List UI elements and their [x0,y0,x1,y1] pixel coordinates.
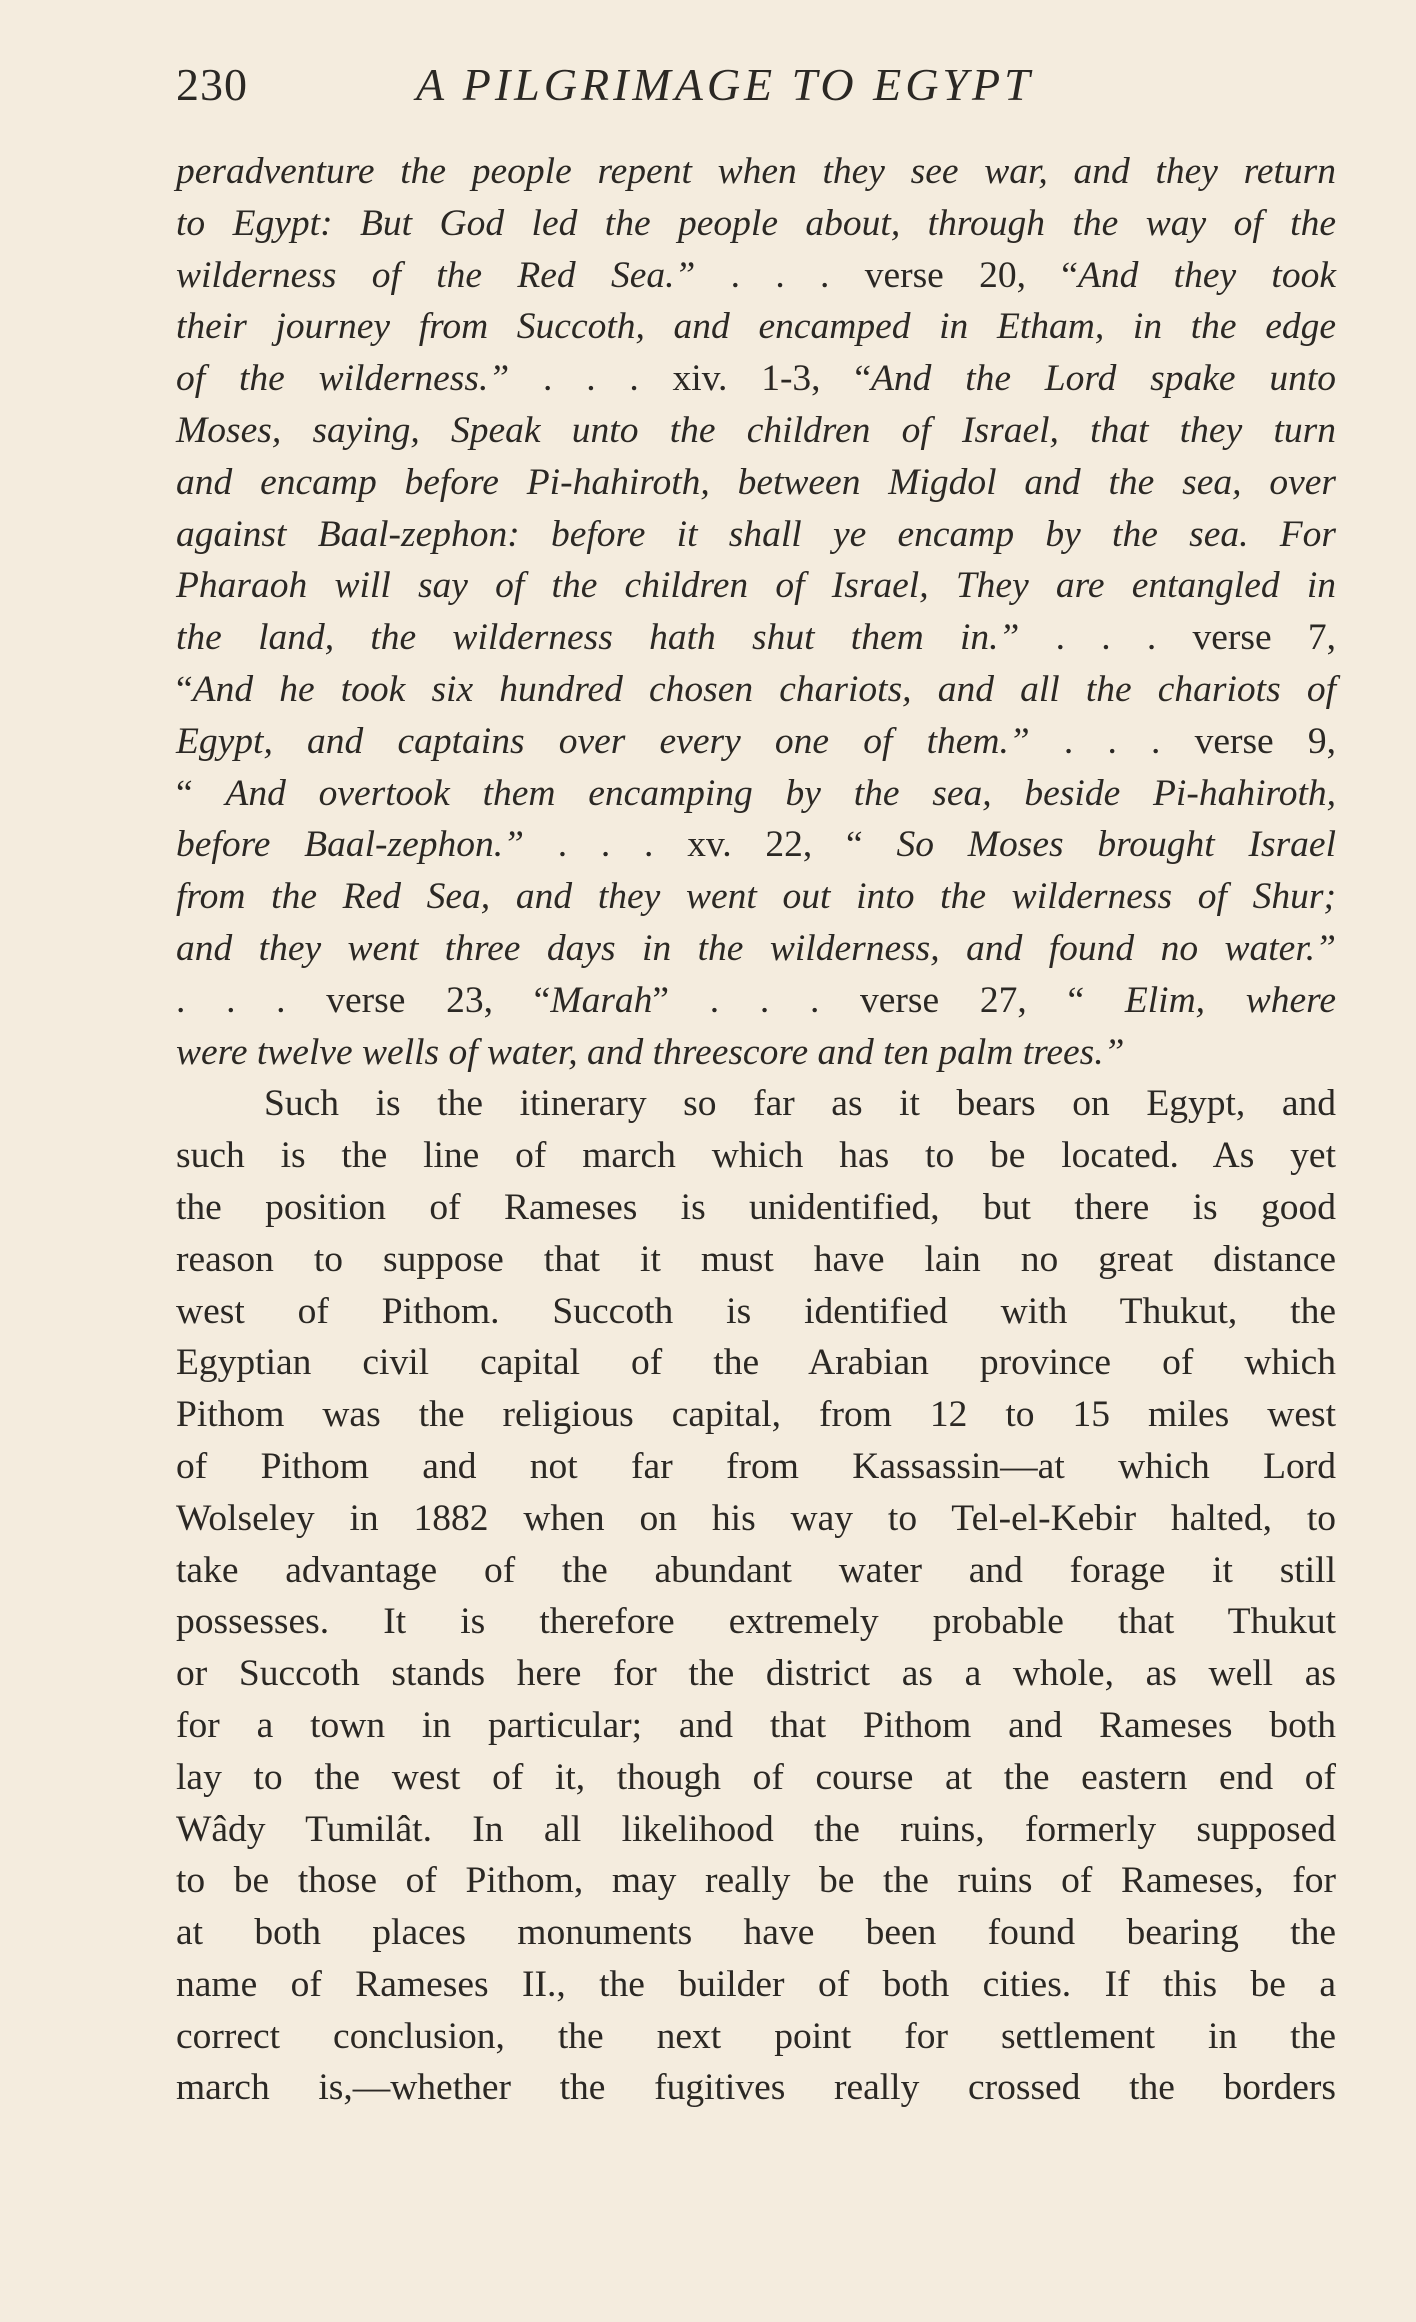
page-number: 230 [176,59,248,110]
italic-text-segment: and they went three days in the wilderness, and found no water.” [176,927,1336,969]
italic-text-segment: Elim, where [1124,979,1336,1021]
text-segment: to be those of Pithom, may really be the ruins of Rameses, for [176,1860,1336,1902]
text-line [176,1389,1336,1441]
text-line [176,1648,1336,1700]
text-segment: “ [176,668,193,710]
text-segment: for a town in particular; and that Pithom and Rameses both [176,1704,1336,1746]
text-line [176,1130,1336,1182]
text-line [176,664,1336,716]
italic-text-segment: to Egypt: But God led the people about, through the way of the [176,202,1336,244]
text-segment: lay to the west of it, though of course at the eastern end of [176,1756,1336,1798]
text-line [176,1700,1336,1752]
text-segment: possesses. It is therefore extremely probable that Thukut [176,1601,1336,1643]
italic-text-segment: wilderness of the Red Sea.” [176,254,696,296]
text-segment: Wolseley in 1882 when on his way to Tel-el-Kebir halted, to [176,1497,1336,1539]
text-segment: ” . . . verse 27, “ [652,979,1125,1021]
text-line [176,1027,1336,1079]
text-line [176,1855,1336,1907]
text-segment: take advantage of the abundant water and forage it still [176,1549,1336,1591]
text-segment: “ [176,772,226,814]
italic-text-segment: And the Lord spake unto [871,358,1337,400]
text-segment: such is the line of march which has to be located. As yet [176,1135,1336,1177]
italic-text-segment: peradventure the people repent when they see war, and they return [176,151,1336,192]
text-segment: . . . verse 9, [1029,720,1336,762]
text-line [176,1493,1336,1545]
text-segment: Wâdy Tumilât. In all likelihood the ruins, formerly supposed [176,1808,1336,1850]
text-segment: march is,—whether the fugitives really crossed the borders [176,2067,1336,2109]
text-line [176,1286,1336,1338]
text-line [176,1441,1336,1493]
text-line [176,353,1336,405]
italic-text-segment: their journey from Succoth, and encamped in Etham, in the edge [176,306,1336,348]
text-segment: Egyptian civil capital of the Arabian province of which [176,1342,1336,1384]
italic-text-segment: And he took six hundred chosen chariots, and all the chariots of [192,668,1336,710]
italic-text-segment: Egypt, and captains over every one of them.” [176,720,1030,762]
text-segment: . . . verse 7, [1019,617,1336,659]
text-line [176,146,1336,198]
text-segment: . . . xv. 22, “ [523,824,897,866]
italic-text-segment: before Baal-zephon.” [176,824,524,866]
text-segment: . . . xiv. 1-3, “ [509,358,871,400]
text-segment: name of Rameses II., the builder of both cities. If this be a [176,1963,1336,2005]
text-line [176,612,1336,664]
italic-text-segment: And they took [1077,254,1336,296]
running-title: A PILGRIMAGE TO EGYPT [416,59,1034,110]
text-line [176,301,1336,353]
text-line [176,1337,1336,1389]
italic-text-segment: Pharaoh will say of the children of Israel, They are entangled in [176,565,1336,607]
text-segment: or Succoth stands here for the district as a whole, as well as [176,1653,1336,1695]
text-line [176,871,1336,923]
text-line [176,1752,1336,1804]
text-line [176,1907,1336,1959]
text-line [176,2062,1336,2114]
body-text [176,146,1336,2114]
text-line [176,1182,1336,1234]
italic-text-segment: against Baal-zephon: before it shall ye encamp by the sea. For [176,513,1336,555]
text-segment: Pithom was the religious capital, from 12 to 15 miles west [176,1394,1336,1436]
text-segment: at both places monuments have been found bearing the [176,1912,1336,1954]
italic-text-segment: And overtook them encamping by the sea, beside Pi-hahiroth, [225,772,1336,814]
text-line [176,560,1336,612]
text-line [176,250,1336,302]
text-line [176,1545,1336,1597]
text-line [176,457,1336,509]
text-line [176,1078,1336,1130]
italic-text-segment: from the Red Sea, and they went out into the wilderness of Shur; [176,876,1336,918]
text-segment: Such is the itinerary so far as it bears on Egypt, and [264,1083,1336,1125]
text-line [176,509,1336,561]
text-line [176,1234,1336,1286]
text-segment: the position of Rameses is unidentified, but there is good [176,1186,1336,1228]
text-line [176,1596,1336,1648]
text-segment: correct conclusion, the next point for settlement in the [176,2015,1336,2057]
text-line [176,819,1336,871]
text-segment: . . . verse 20, “ [695,254,1078,296]
italic-text-segment: Marah [550,979,653,1021]
text-segment: of Pithom and not far from Kassassin—at which Lord [176,1445,1336,1487]
text-segment: . . . verse 23, “ [176,979,551,1021]
italic-text-segment: So Moses brought Israel [896,824,1336,866]
text-segment: reason to suppose that it must have lain no great distance [176,1238,1336,1280]
italic-text-segment: of the wilderness.” [176,358,510,400]
text-line [176,198,1336,250]
text-segment: west of Pithom. Succoth is identified with Thukut, the [176,1290,1336,1332]
text-line [176,768,1336,820]
running-head [176,58,1336,118]
italic-text-segment: Moses, saying, Speak unto the children of Israel, that they turn [176,409,1336,451]
text-line [176,1959,1336,2011]
text-line [176,405,1336,457]
text-line [176,975,1336,1027]
text-line [176,923,1336,975]
italic-text-segment: were twelve wells of water, and threescore and ten palm trees.” [176,1031,1125,1073]
italic-text-segment: and encamp before Pi-hahiroth, between Migdol and the sea, over [176,461,1336,503]
text-line [176,2011,1336,2063]
italic-text-segment: the land, the wilderness hath shut them in.” [176,617,1020,659]
text-line [176,1804,1336,1856]
text-line [176,716,1336,768]
